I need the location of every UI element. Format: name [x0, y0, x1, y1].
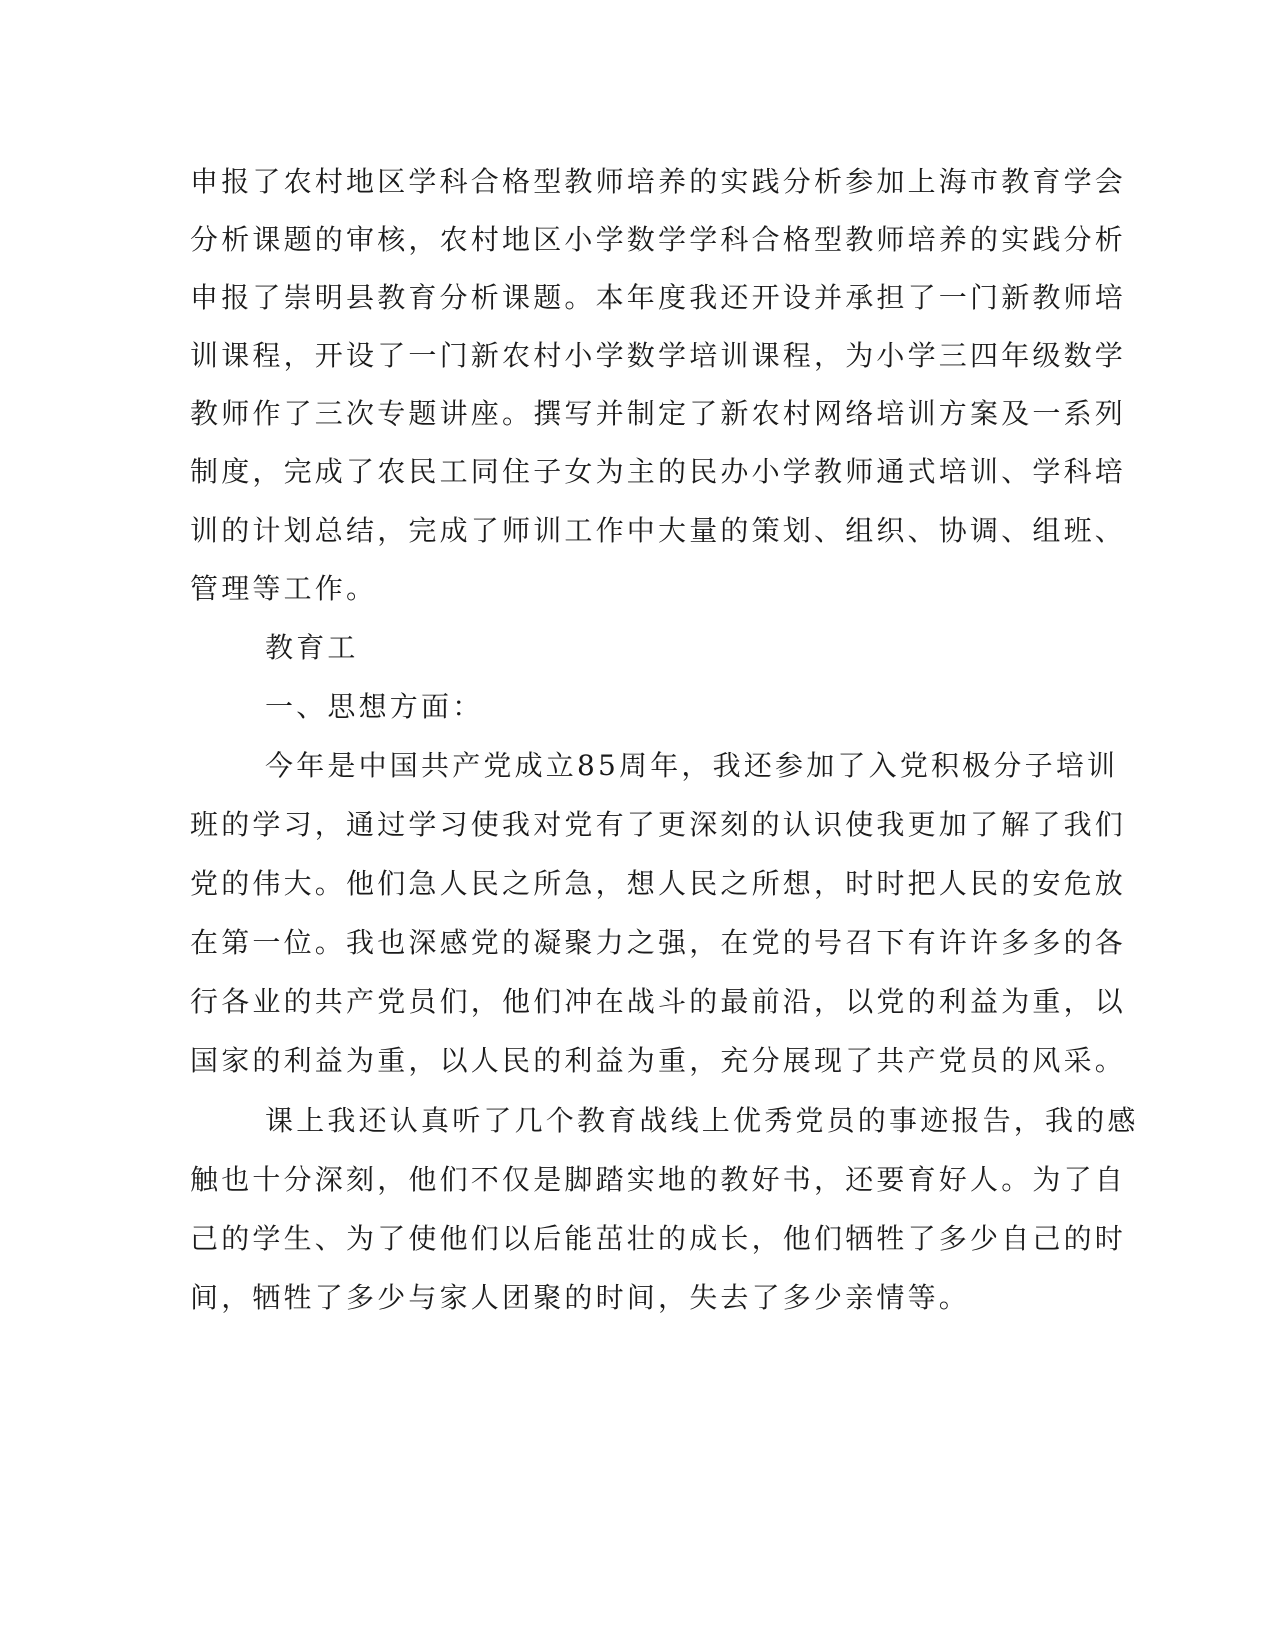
text-line: 训的计划总结，完成了师训工作中大量的策划、组织、协调、组班、	[190, 514, 1127, 547]
text-line: 制度，完成了农民工同住子女为主的民办小学教师通式培训、学科培	[190, 455, 1127, 488]
text-line: 申报了农村地区学科合格型教师培养的实践分析参加上海市教育学会	[190, 165, 1127, 198]
text-line: 行各业的共产党员们，他们冲在战斗的最前沿，以党的利益为重，以	[190, 985, 1127, 1018]
text-line: 管理等工作。	[190, 572, 378, 605]
section-subheading: 一、思想方面：	[265, 690, 484, 723]
text-line: 今年是中国共产党成立85周年，我还参加了入党积极分子培训	[265, 749, 1119, 782]
section-heading: 教育工	[265, 631, 359, 664]
text-line: 在第一位。我也深感党的凝聚力之强，在党的号召下有许许多多的各	[190, 926, 1127, 959]
text-line: 触也十分深刻，他们不仅是脚踏实地的教好书，还要育好人。为了自	[190, 1163, 1127, 1196]
text-line: 训课程，开设了一门新农村小学数学培训课程，为小学三四年级数学	[190, 339, 1127, 372]
text-line: 班的学习，通过学习使我对党有了更深刻的认识使我更加了解了我们	[190, 808, 1127, 841]
text-line: 教师作了三次专题讲座。撰写并制定了新农村网络培训方案及一系列	[190, 397, 1127, 430]
text-line: 己的学生、为了使他们以后能茁壮的成长，他们牺牲了多少自己的时	[190, 1222, 1127, 1255]
text-line: 课上我还认真听了几个教育战线上优秀党员的事迹报告，我的感	[265, 1104, 1139, 1137]
text-line: 国家的利益为重，以人民的利益为重，充分展现了共产党员的风采。	[190, 1044, 1127, 1077]
text-line: 分析课题的审核，农村地区小学数学学科合格型教师培养的实践分析	[190, 223, 1127, 256]
text-line: 党的伟大。他们急人民之所急，想人民之所想，时时把人民的安危放	[190, 867, 1127, 900]
text-line: 申报了崇明县教育分析课题。本年度我还开设并承担了一门新教师培	[190, 281, 1127, 314]
text-line: 间，牺牲了多少与家人团聚的时间，失去了多少亲情等。	[190, 1281, 971, 1314]
